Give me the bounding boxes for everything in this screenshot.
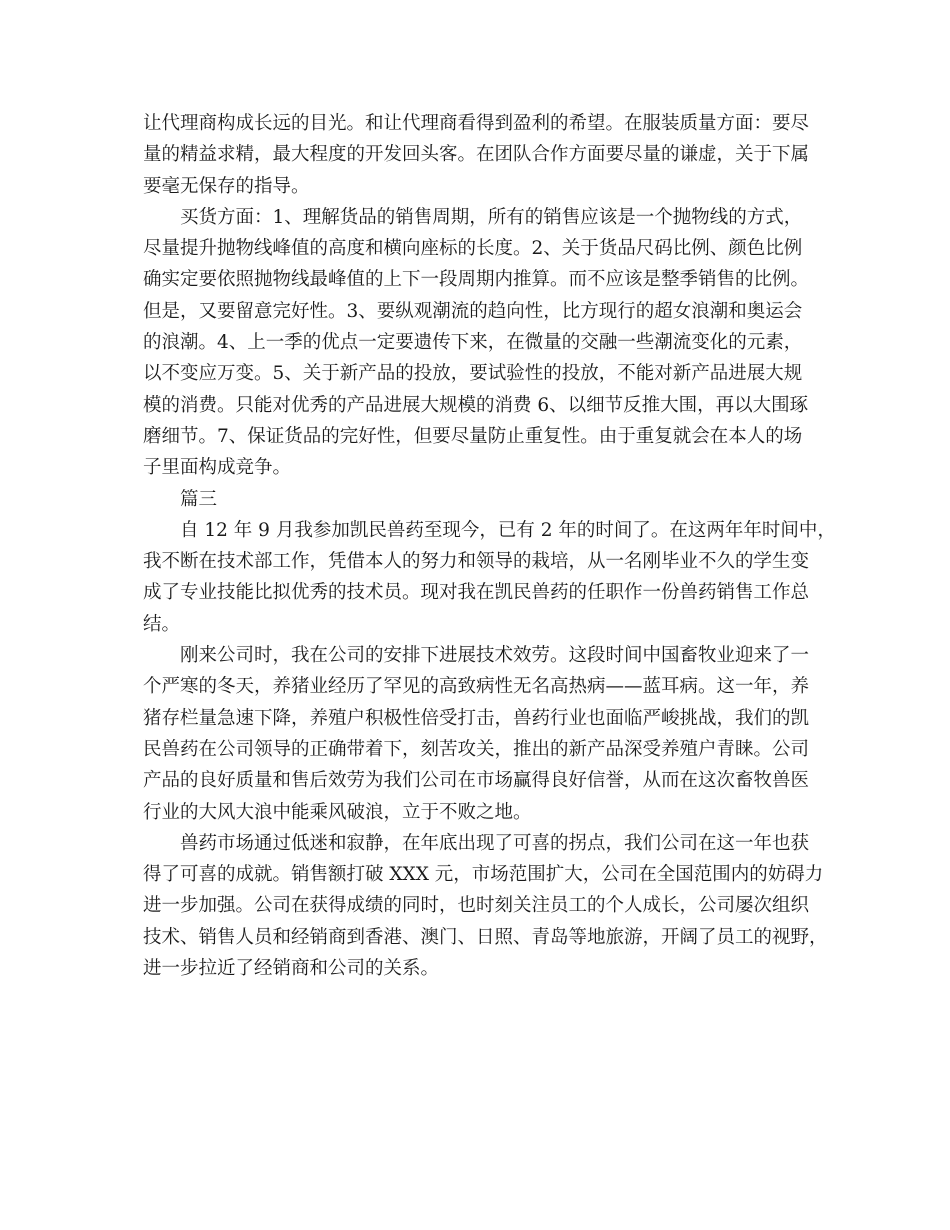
text-line: 兽药市场通过低迷和寂静，在年底出现了可喜的拐点，我们公司在这一年也获 (180, 832, 810, 854)
text-line: 的浪潮。4、上一季的优点一定要遗传下来，在微量的交融一些潮流变化的元素， (143, 332, 803, 354)
text-line: 量的精益求精，最大程度的开发回头客。在团队合作方面要尽量的谦虚，关于下属 (143, 144, 810, 166)
text-line: 进一步加强。公司在获得成绩的同时，也时刻关注员工的个人成长，公司屡次组织 (143, 895, 810, 917)
text-line: 技术、销售人员和经销商到香港、澳门、日照、青岛等地旅游，开阔了员工的视野， (143, 926, 828, 948)
text-line: 要毫无保存的指导。 (143, 175, 310, 197)
document-body (143, 108, 836, 984)
text-line: 产品的良好质量和售后效劳为我们公司在市场赢得良好信誉，从而在这次畜牧兽医 (143, 770, 810, 792)
text-line: 磨细节。7、保证货品的完好性，但要尽量防止重复性。由于重复就会在本人的场 (143, 425, 803, 447)
text-line: 结。 (143, 613, 181, 635)
text-line: 我不断在技术部工作，凭借本人的努力和领导的栽培，从一名刚毕业不久的学生变 (143, 551, 810, 573)
text-line: 进一步拉近了经销商和公司的关系。 (143, 958, 440, 980)
text-line: 刚来公司时，我在公司的安排下进展技术效劳。这段时间中国畜牧业迎来了一 (180, 645, 810, 667)
text-line: 子里面构成竞争。 (143, 457, 292, 479)
text-line: 确实定要依照抛物线最峰值的上下一段周期内推算。而不应该是整季销售的比例。 (143, 269, 810, 291)
text-line: 成了专业技能比拟优秀的技术员。现对我在凯民兽药的任职作一份兽药销售工作总 (143, 582, 810, 604)
text-line: 让代理商构成长远的目光。和让代理商看得到盈利的希望。在服装质量方面：要尽 (143, 113, 810, 134)
text-line: 尽量提升抛物线峰值的高度和横向座标的长度。2、关于货品尺码比例、颜色比例 (143, 238, 803, 260)
text-line: 自 12 年 9 月我参加凯民兽药至现今，已有 2 年的时间了。在这两年年时间中， (180, 519, 836, 541)
text-line: 猪存栏量急速下降，养殖户积极性倍受打击，兽药行业也面临严峻挑战，我们的凯 (143, 707, 810, 729)
text-line: 个严寒的冬天，养猪业经历了罕见的高致病性无名高热病——蓝耳病。这一年，养 (143, 676, 810, 698)
text-line: 以不变应万变。5、关于新产品的投放，要试验性的投放，不能对新产品进展大规 (143, 363, 803, 385)
text-line: 民兽药在公司领导的正确带着下，刻苦攻关，推出的新产品深受养殖户青睐。公司 (143, 738, 810, 760)
text-line: 模的消费。只能对优秀的产品进展大规模的消费 6、以细节反推大围，再以大围琢 (143, 394, 809, 416)
text-line: 得了可喜的成就。销售额打破 XXX 元，市场范围扩大，公司在全国范围内的妨碍力 (143, 864, 824, 886)
text-line: 行业的大风大浪中能乘风破浪，立于不败之地。 (143, 801, 532, 823)
text-line: 但是，又要留意完好性。3、要纵观潮流的趋向性，比方现行的超女浪潮和奥运会 (143, 300, 803, 322)
text-line: 篇三 (180, 488, 218, 510)
text-line: 买货方面：1、理解货品的销售周期，所有的销售应该是一个抛物线的方式， (180, 206, 803, 228)
